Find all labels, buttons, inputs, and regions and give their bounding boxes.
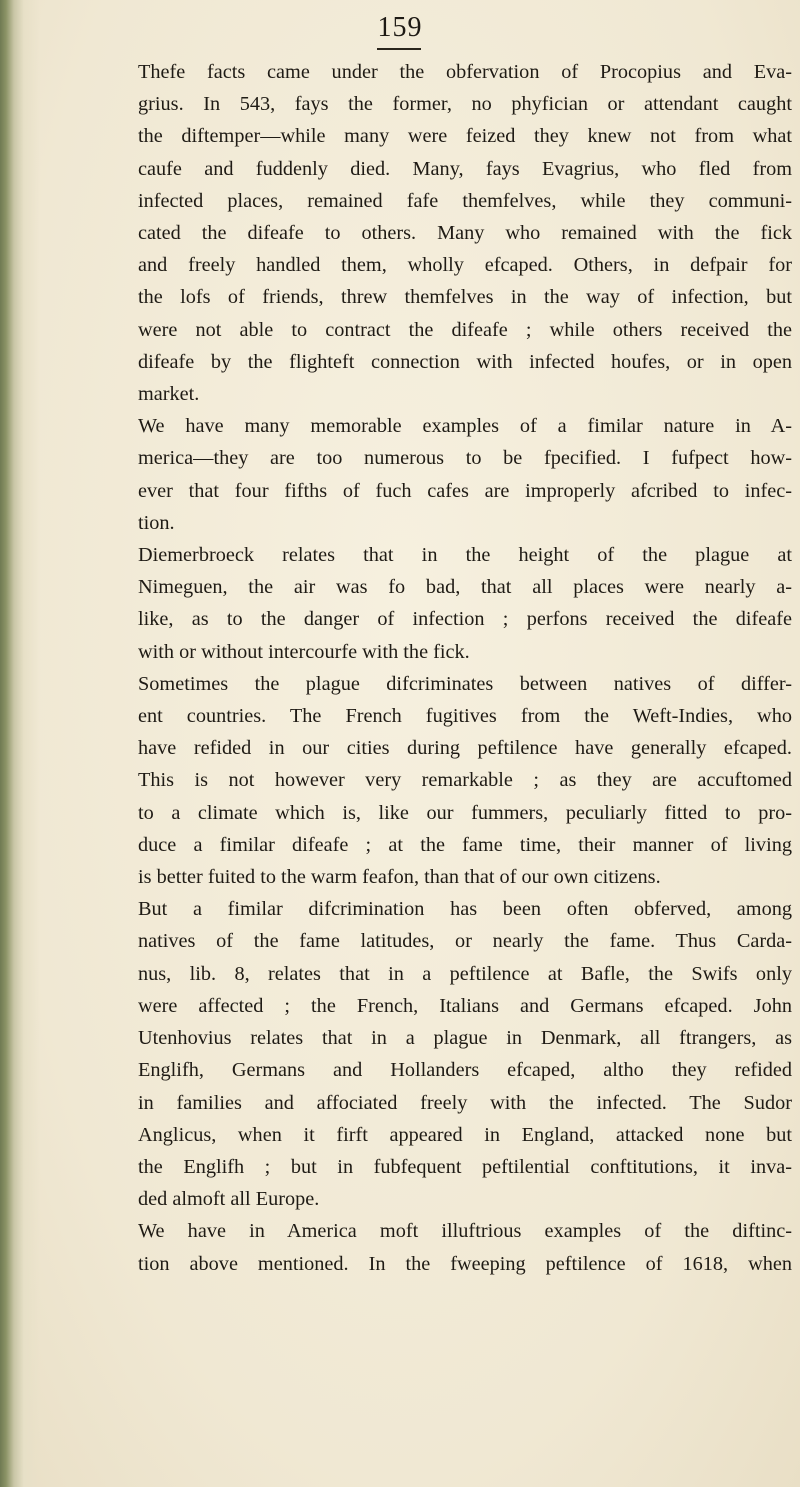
text-line: tion above mentioned. In the fweeping peftilence of 1618, when <box>138 1252 792 1275</box>
text-line: ded almoft all Europe. <box>138 1188 320 1211</box>
text-line: were affected ; the French, Italians and Germans efcaped. John <box>138 994 792 1017</box>
text-line: Englifh, Germans and Hollanders efcaped, altho they refided <box>138 1059 792 1082</box>
text-line: like, as to the danger of infection ; perfons received the difeafe <box>138 608 792 631</box>
paragraph-4 <box>110 668 792 893</box>
text-line: tion. <box>138 511 175 534</box>
page-number: 159 <box>377 12 423 43</box>
paragraph-5 <box>110 893 792 1215</box>
text-line: the Englifh ; but in fubfequent peftilential conftitutions, it inva- <box>138 1155 792 1178</box>
text-line: Anglicus, when it firft appeared in England, attacked none but <box>138 1123 792 1146</box>
text-line: is better fuited to the warm feafon, than that of our own citizens. <box>138 866 661 889</box>
text-line: ent countries. The French fugitives from the Weft-Indies, who <box>138 705 792 728</box>
paragraph-6 <box>110 1215 792 1279</box>
text-line: to a climate which is, like our fummers, peculiarly fitted to pro- <box>138 801 792 824</box>
text-line: the lofs of friends, threw themfelves in the way of infection, but <box>138 286 792 309</box>
text-line: were not able to contract the difeafe ; while others received the <box>138 318 792 341</box>
text-line: difeafe by the flighteft connection with infected houfes, or in open <box>138 350 792 373</box>
body-text <box>110 56 792 1280</box>
page-number-rule <box>377 48 421 50</box>
paragraph-1 <box>110 56 792 410</box>
text-line: We have many memorable examples of a fimilar nature in A- <box>138 415 792 438</box>
text-line: and freely handled them, wholly efcaped. Others, in defpair for <box>138 254 792 277</box>
text-line: natives of the fame latitudes, or nearly the fame. Thus Carda- <box>138 930 792 953</box>
text-line: Nimeguen, the air was fo bad, that all places were nearly a- <box>138 576 792 599</box>
text-line: nus, lib. 8, relates that in a peftilence at Bafle, the Swifs only <box>138 962 792 985</box>
text-line: caufe and fuddenly died. Many, fays Evagrius, who fled from <box>138 157 792 180</box>
text-line: We have in America moft illuftrious examples of the diftinc- <box>138 1220 792 1243</box>
text-line: Sometimes the plague difcriminates between natives of differ- <box>138 672 792 695</box>
text-line: Thefe facts came under the obfervation of Procopius and Eva- <box>138 61 792 83</box>
text-line: ever that four fifths of fuch cafes are improperly afcribed to infec- <box>138 479 792 502</box>
text-line: the diftemper—while many were feized they knew not from what <box>138 125 792 148</box>
paragraph-2 <box>110 410 792 539</box>
text-line: This is not however very remarkable ; as they are accuftomed <box>138 769 792 792</box>
text-line: merica—they are too numerous to be fpecified. I fufpect how- <box>138 447 792 470</box>
text-line: in families and affociated freely with the infected. The Sudor <box>138 1091 792 1114</box>
text-line: Utenhovius relates that in a plague in Denmark, all ftrangers, as <box>138 1027 792 1050</box>
text-line: have refided in our cities during peftilence have generally efcaped. <box>138 737 792 760</box>
text-line: with or without intercourfe with the fick. <box>138 640 470 663</box>
text-line: duce a fimilar difeafe ; at the fame time, their manner of living <box>138 833 792 856</box>
text-line: But a fimilar difcrimination has been often obferved, among <box>138 898 792 921</box>
text-line: infected places, remained fafe themfelves, while they communi- <box>138 189 792 212</box>
paragraph-3 <box>110 539 792 668</box>
text-line: grius. In 543, fays the former, no phyfician or attendant caught <box>138 93 792 116</box>
text-line: market. <box>138 383 200 406</box>
text-line: Diemerbroeck relates that in the height of the plague at <box>138 544 792 567</box>
text-line: cated the difeafe to others. Many who remained with the fick <box>138 222 792 245</box>
